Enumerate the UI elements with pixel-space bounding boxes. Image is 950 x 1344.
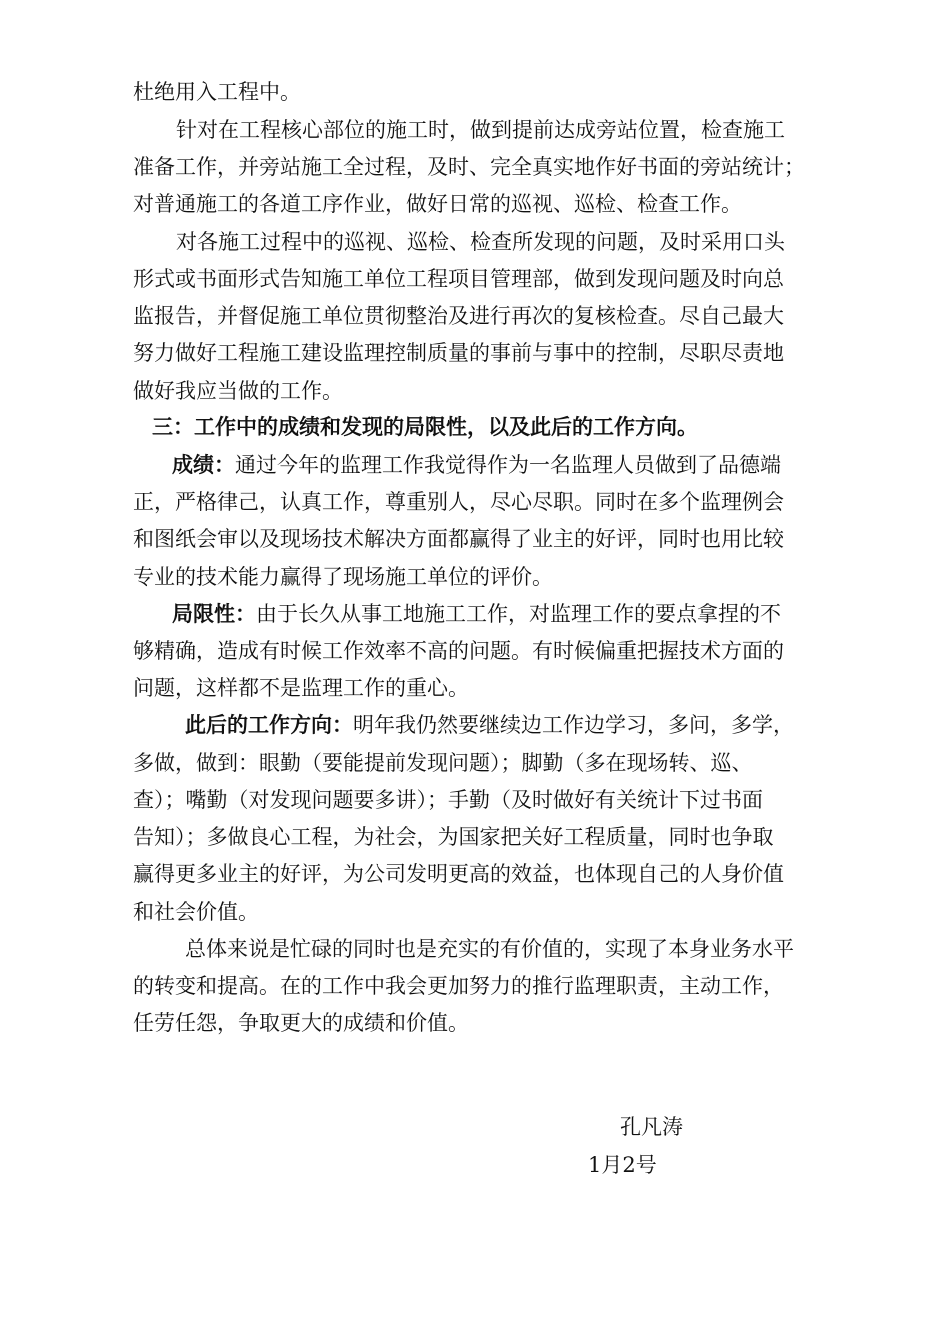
- paragraph-line: 赢得更多业主的好评，为公司发明更高的效益，也体现自己的人身价值: [133, 862, 784, 886]
- paragraph-line: 和社会价值。: [133, 900, 259, 924]
- paragraph-line: 形式或书面形式告知施工单位工程项目管理部，做到发现问题及时向总: [133, 267, 784, 291]
- signature-date: 1月2号: [588, 1153, 657, 1177]
- paragraph-line: [185, 710, 794, 740]
- paragraph-line: 专业的技术能力赢得了现场施工单位的评价。: [133, 565, 553, 589]
- paragraph-line: 多做，做到：眼勤（要能提前发现问题）；脚勤（多在现场转、巡、: [133, 751, 753, 775]
- direction-label: 此后的工作方向：: [185, 712, 353, 737]
- paragraph-line: 正，严格律己，认真工作，尊重别人，尽心尽职。同时在多个监理例会: [133, 490, 784, 514]
- paragraph-text: 明年我仍然要继续边工作边学习，多问，多学，: [353, 713, 794, 737]
- limitation-label: 局限性：: [172, 601, 256, 626]
- paragraph-line: 任劳任怨，争取更大的成绩和价值。: [133, 1011, 469, 1035]
- paragraph-line: [172, 450, 781, 480]
- signature-name: 孔凡涛: [620, 1115, 683, 1139]
- paragraph-line: 针对在工程核心部位的施工时，做到提前达成旁站位置，检查施工: [176, 118, 785, 142]
- paragraph-line: 对普通施工的各道工序作业，做好日常的巡视、巡检、检查工作。: [133, 192, 742, 216]
- paragraph-line: 努力做好工程施工建设监理控制质量的事前与事中的控制，尽职尽责地: [133, 341, 784, 365]
- achievement-label: 成绩：: [172, 452, 235, 477]
- paragraph-line: 查）；嘴勤（对发现问题要多讲）；手勤（及时做好有关统计下过书面: [133, 788, 763, 812]
- paragraph-line: 问题，这样都不是监理工作的重心。: [133, 676, 469, 700]
- paragraph-line: 的转变和提高。在的工作中我会更加努力的推行监理职责，主动工作，: [133, 974, 784, 998]
- paragraph-line: 准备工作，并旁站施工全过程，及时、完全真实地作好书面的旁站统计；: [133, 155, 805, 179]
- paragraph-line: 监报告，并督促施工单位贯彻整治及进行再次的复核检查。尽自己最大: [133, 304, 784, 328]
- paragraph-line: 做好我应当做的工作。: [133, 379, 343, 403]
- paragraph-text: 由于长久从事工地施工工作，对监理工作的要点拿捏的不: [256, 602, 781, 626]
- paragraph-line: 够精确，造成有时候工作效率不高的问题。有时候偏重把握技术方面的: [133, 639, 784, 663]
- paragraph-line: 对各施工过程中的巡视、巡检、检查所发现的问题，及时采用口头: [176, 230, 785, 254]
- section-heading: 三：工作中的成绩和发现的局限性，以及此后的工作方向。: [152, 414, 698, 439]
- paragraph-line: [172, 599, 781, 629]
- paragraph-text: 通过今年的监理工作我觉得作为一名监理人员做到了品德端: [235, 453, 781, 477]
- paragraph-line: 和图纸会审以及现场技术解决方面都赢得了业主的好评，同时也用比较: [133, 527, 784, 551]
- paragraph-line: 告知）；多做良心工程，为社会，为国家把关好工程质量，同时也争取: [133, 825, 774, 849]
- paragraph-line: 杜绝用入工程中。: [133, 80, 301, 104]
- paragraph-line: 总体来说是忙碌的同时也是充实的有价值的，实现了本身业务水平: [185, 937, 794, 961]
